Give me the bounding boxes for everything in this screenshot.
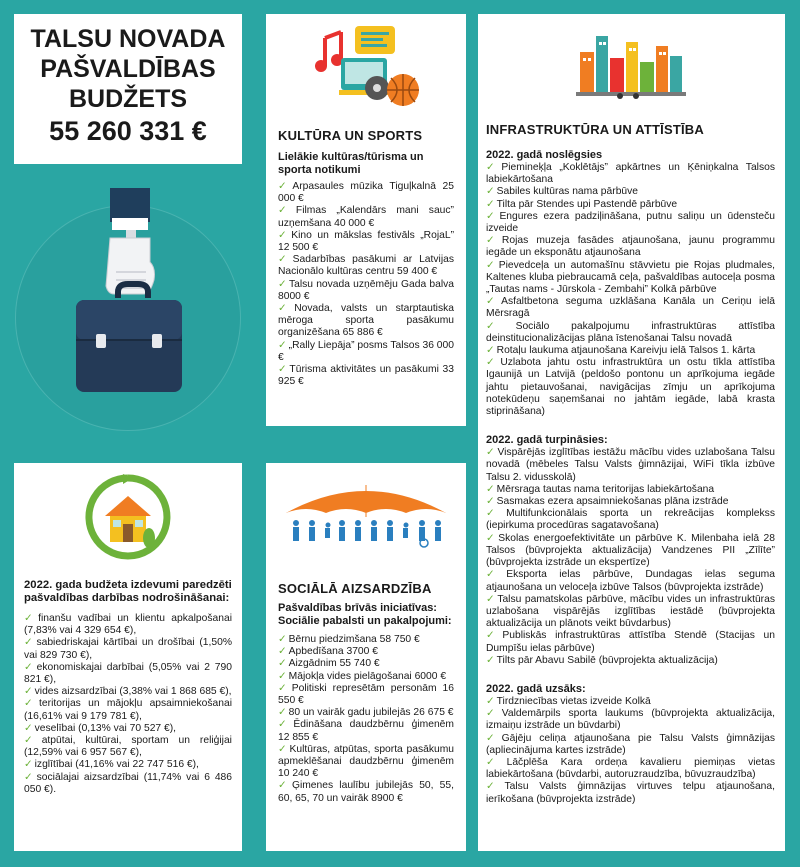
check-icon: ✓ <box>486 198 495 210</box>
expenses-list <box>24 613 232 796</box>
list-item <box>278 683 454 707</box>
list-item-text: 80 un vairāk gadu jubilejās 26 675 € <box>288 707 454 719</box>
check-icon: ✓ <box>486 296 500 308</box>
list-item-text: Valdemārpils sporta laukums (būvprojekta aktualizācija, izmaiņu izstrāde un būvdarbi) <box>486 708 775 732</box>
list-item-text: Aizgādnim 55 740 € <box>288 658 380 670</box>
check-icon: ✓ <box>278 339 287 351</box>
list-item-text: Mājokļa vides pielāgošanai 6000 € <box>288 670 447 682</box>
list-item <box>24 698 232 722</box>
list-item <box>486 235 775 259</box>
check-icon: ✓ <box>486 357 499 369</box>
check-icon: ✓ <box>278 229 290 241</box>
eco-house-icon <box>24 467 232 567</box>
check-icon: ✓ <box>486 569 505 581</box>
list-item-text: teritorijas un mājokļu apsaimniekošanai (16,61% vai 9 179 781 €), <box>24 698 232 722</box>
list-item-text: Skolas energoefektivitāte un pārbūve K. Milenbaha ielā 28 Talsos (būvprojekta aktualizācija) Vandzenes PII „Zīlīte” (būvprojekta izstrāde un ekspertīze) <box>486 532 775 569</box>
infra-continued-list <box>486 447 775 667</box>
infra-completed-title: 2022. gadā noslēgsies <box>486 149 603 161</box>
check-icon: ✓ <box>486 210 498 222</box>
list-item <box>486 496 775 508</box>
list-item <box>486 655 775 667</box>
list-item <box>278 279 454 303</box>
list-item <box>278 634 454 646</box>
list-item-text: Rojas muzeja fasādes atjaunošana, jaunu programmu iegāde un eksponātu atjaunošana <box>486 235 775 259</box>
list-item-text: Mērsraga tautas nama teritorijas labiekārtošana <box>496 483 715 495</box>
list-item <box>486 569 775 593</box>
infra-started-title: 2022. gadā uzsāks: <box>486 682 586 695</box>
list-item-text: Talsu novada uzņēmēju Gada balva 8000 € <box>278 278 454 302</box>
check-icon: ✓ <box>278 181 291 192</box>
budget-title-line1: TALSU NOVADA <box>30 25 226 53</box>
list-item <box>278 303 454 340</box>
list-item-text: „Rally Liepāja” posms Talsos 36 000 € <box>278 339 454 363</box>
check-icon: ✓ <box>486 654 495 666</box>
list-item <box>486 162 775 186</box>
check-icon: ✓ <box>278 682 290 694</box>
list-item <box>278 707 454 719</box>
list-item <box>24 686 232 698</box>
list-item <box>486 533 775 570</box>
list-item <box>278 719 454 743</box>
list-item-text: Tūrisma aktivitātes un pasākumi 33 925 € <box>278 364 454 388</box>
list-item <box>278 340 454 364</box>
check-icon: ✓ <box>24 722 33 734</box>
check-icon: ✓ <box>24 759 33 771</box>
list-item <box>486 357 775 418</box>
check-icon: ✓ <box>278 634 287 645</box>
social-panel <box>266 463 466 851</box>
list-item <box>278 671 454 683</box>
list-item-text: Multifunkcionālais sporta un rekreācijas komplekss (iepirkuma procedūras sagatavošana) <box>486 508 775 532</box>
check-icon: ✓ <box>486 630 501 642</box>
list-item <box>486 186 775 198</box>
list-item-text: Publiskās infrastruktūras attīstība Stendē (Stacijas un Dumpīšu ielas pārbūve) <box>486 630 775 654</box>
city-buildings-icon <box>486 14 775 102</box>
list-item <box>486 484 775 496</box>
list-item <box>24 637 232 661</box>
list-item-text: ekonomiskajai darbībai (5,05% vai 2 790 821 €), <box>24 661 232 686</box>
check-icon: ✓ <box>486 593 496 605</box>
list-item <box>278 230 454 254</box>
check-icon: ✓ <box>486 732 500 744</box>
check-icon: ✓ <box>278 364 288 376</box>
list-item <box>486 733 775 757</box>
list-item <box>24 735 232 759</box>
people-umbrella-icon <box>278 463 454 549</box>
check-icon: ✓ <box>24 771 35 783</box>
list-item <box>486 708 775 732</box>
list-item-text: Engures ezera padziļināšana, putnu saliņu un ūdensteču izveide <box>486 210 775 235</box>
list-item-text: izglītībai (41,16% vai 22 747 516 €), <box>34 759 199 771</box>
list-item-text: Ģimenes laulību jubilejās 50, 55, 60, 65, 70 un vairāk 8900 € <box>278 780 454 804</box>
list-item <box>278 254 454 278</box>
infra-started-list <box>486 696 775 806</box>
budget-panel <box>14 14 242 164</box>
list-item <box>486 345 775 357</box>
list-item-text: Tilts pār Abavu Sabilē (būvprojekta aktualizācija) <box>496 654 718 666</box>
culture-panel <box>266 14 466 426</box>
list-item-text: Piemineķļa „Koklētājs” apkārtnes un Ķēniņkalna Talsos labiekārtošana <box>486 162 775 186</box>
list-item <box>486 199 775 211</box>
infra-completed-list <box>486 162 775 418</box>
check-icon: ✓ <box>486 186 495 198</box>
list-item-text: finanšu vadībai un klientu apkalpošanai (7,83% vai 4 329 654 €), <box>24 613 232 637</box>
list-item-text: sociālajai aizsardzībai (11,74% vai 6 486 050 €). <box>24 771 232 795</box>
check-icon: ✓ <box>486 532 497 544</box>
list-item-text: Ēdināšana daudzbērnu ģimenēm 12 855 € <box>278 719 454 743</box>
social-subtitle: Pašvaldības brīvās iniciatīvas: Sociālie pabalsti un pakalpojumi: <box>278 602 452 627</box>
list-item-text: sabiedriskajai kārtībai un drošībai (1,50% vai 829 730 €), <box>24 637 232 661</box>
list-item <box>278 744 454 781</box>
social-list <box>278 634 454 805</box>
list-item <box>486 321 775 345</box>
list-item-text: Talsu pamatskolas pārbūve, mācību vides un infrastruktūras uzlabošana vispārējās izglītības iestādē (būvprojekta aktualizācija un plānots veikt būvdarbus) <box>486 593 775 630</box>
infra-title: INFRASTRUKTŪRA UN ATTĪSTĪBA <box>486 122 704 137</box>
culture-list <box>278 181 454 388</box>
list-item-text: Arpasaules mūzika Tiguļkalnā 25 000 € <box>278 181 454 205</box>
list-item-text: Gājēju celiņa atjaunošana pie Talsu Valsts ģimnāzijas (apliecinājuma kartes izstrāde) <box>486 732 775 756</box>
list-item-text: Vispārējās izglītības iestāžu mācību vides uzlabošana Talsu novadā (mēbeles Talsu Valsts ģimnāzijai, WiFi tīkla izbūve Talsu 2. vidusskolā) <box>486 447 775 483</box>
check-icon: ✓ <box>278 303 293 315</box>
check-icon: ✓ <box>486 483 495 495</box>
list-item-text: Tirdzniecības vietas izveide Kolkā <box>496 695 651 707</box>
list-item-text: Eksporta ielas pārbūve, Dundagas ielas seguma atjaunošana un veloceļa izbūve Talsos (būvprojekta izstrāde) <box>486 569 775 593</box>
culture-subtitle: Lielākie kultūras/tūrisma un sporta notikumi <box>278 151 424 176</box>
check-icon: ✓ <box>486 235 500 247</box>
list-item <box>486 260 775 297</box>
check-icon: ✓ <box>278 670 287 682</box>
list-item-text: Lāčplēša Kara ordeņa kavalieru piemiņas vietas labiekārtošana (būvdarbi, autoruzraudzība, būvuzraudzība) <box>486 756 775 781</box>
check-icon: ✓ <box>278 205 294 217</box>
check-icon: ✓ <box>24 686 33 698</box>
list-item <box>486 211 775 235</box>
budget-title-line3: BUDŽETS <box>68 85 188 113</box>
list-item <box>486 447 775 484</box>
list-item <box>486 594 775 631</box>
social-title: SOCIĀLĀ AIZSARDZĪBA <box>278 581 432 596</box>
check-icon: ✓ <box>486 508 505 520</box>
check-icon: ✓ <box>486 259 497 271</box>
check-icon: ✓ <box>278 254 291 266</box>
list-item-text: Uzlabota jahtu ostu infrastruktūra un ostu tīkla attīstība Igaunijā un Latvijā (peldošo pontonu un aprīkojuma iegāde jahtu pietauvošanai, navigācijas zīmju un aprīkojuma notekūdeņu saņemšanai no jahtām iegāde, labā krasta stiprināšana) <box>486 357 775 418</box>
list-item-text: atpūtai, kultūrai, sportam un reliģijai (12,59% vai 6 957 567 €), <box>24 735 232 759</box>
list-item <box>486 696 775 708</box>
check-icon: ✓ <box>278 743 288 755</box>
list-item-text: Sociālo pakalpojumu infrastruktūras attīstība deinstitucionalizācijas plāna īstenošanai Talsu novadā <box>486 320 775 344</box>
list-item <box>24 723 232 735</box>
check-icon: ✓ <box>486 345 495 357</box>
list-item <box>24 772 232 796</box>
list-item <box>486 781 775 805</box>
list-item <box>278 658 454 670</box>
list-item-text: Asfaltbetona seguma uzklāšana Kanāla un Ceriņu ielā Mērsragā <box>486 296 775 320</box>
list-item <box>278 205 454 229</box>
list-item-text: Rotaļu laukuma atjaunošana Kareivju ielā Talsos 1. kārta <box>496 345 756 357</box>
list-item-text: Apbedīšana 3700 € <box>288 646 378 658</box>
list-item-text: Pievedceļa un automašīnu stāvvietu pie Rojas pludmales, Kaltenes kluba piebraucamā ceļa, pašvaldības autoceļa posma „Tautas nams - Jūrskola - Zembahi” Kolkā pārbūve <box>486 259 775 296</box>
list-item <box>278 364 454 388</box>
list-item <box>486 508 775 532</box>
check-icon: ✓ <box>24 637 35 649</box>
check-icon: ✓ <box>278 658 287 670</box>
check-icon: ✓ <box>278 719 292 731</box>
check-icon: ✓ <box>278 646 287 658</box>
check-icon: ✓ <box>24 613 37 624</box>
check-icon: ✓ <box>486 708 500 720</box>
list-item-text: Novada, valsts un starptautiska mēroga sporta pasākumu organizēšana 65 886 € <box>278 303 454 339</box>
check-icon: ✓ <box>278 707 287 719</box>
check-icon: ✓ <box>486 320 514 332</box>
check-icon: ✓ <box>486 781 503 793</box>
check-icon: ✓ <box>486 695 495 707</box>
list-item-text: veselībai (0,13% vai 70 527 €), <box>34 722 177 734</box>
music-film-sport-icon <box>278 14 454 114</box>
hand-briefcase-icon <box>14 180 242 450</box>
list-item-text: Politiski represētām personām 16 550 € <box>278 682 454 707</box>
list-item-text: Bērnu piedzimšana 58 750 € <box>288 634 420 645</box>
check-icon: ✓ <box>486 496 495 508</box>
list-item-text: Sadarbības pasākumi ar Latvijas Nacionālo kultūras centru 59 400 € <box>278 254 454 278</box>
check-icon: ✓ <box>24 735 40 747</box>
infra-continued-title: 2022. gadā turpināsies: <box>486 434 608 447</box>
list-item-text: Sabiles kultūras nama pārbūve <box>496 186 639 198</box>
culture-title: KULTŪRA UN SPORTS <box>278 128 423 143</box>
expenses-title: 2022. gada budžeta izdevumi paredzēti pašvaldības darbības nodrošināšanai: <box>24 579 232 604</box>
list-item-text: Filmas „Kalendārs mani sauc” uzņemšana 40 000 € <box>278 205 454 229</box>
check-icon: ✓ <box>486 162 500 173</box>
check-icon: ✓ <box>486 447 496 459</box>
list-item <box>24 662 232 686</box>
infra-panel <box>478 14 785 851</box>
list-item <box>24 759 232 771</box>
check-icon: ✓ <box>24 698 38 710</box>
list-item <box>486 630 775 654</box>
list-item <box>486 296 775 320</box>
check-icon: ✓ <box>278 278 287 290</box>
list-item-text: Talsu Valsts ģimnāzijas virtuves telpu atjaunošana, ierīkošana (būvprojekta izstrāde) <box>486 781 775 805</box>
list-item <box>24 613 232 637</box>
list-item-text: vides aizsardzībai (3,38% vai 1 868 685 €), <box>34 686 232 698</box>
list-item <box>278 181 454 205</box>
check-icon: ✓ <box>278 780 290 792</box>
list-item-text: Kultūras, atpūtas, sporta pasākumu apmeklēšanai daudzbērnu ģimenēm 10 240 € <box>278 743 454 780</box>
budget-amount: 55 260 331 € <box>49 116 207 146</box>
check-icon: ✓ <box>486 756 505 768</box>
list-item <box>278 646 454 658</box>
list-item-text: Kino un mākslas festivāls „RojaL” 12 500 € <box>278 229 454 254</box>
budget-title-line2: PAŠVALDĪBAS <box>40 55 216 83</box>
list-item-text: Tilta pār Stendes upi Pastendē pārbūve <box>496 198 678 210</box>
check-icon: ✓ <box>24 661 35 673</box>
list-item-text: Sasmakas ezera apsaimniekošanas plāna izstrāde <box>496 496 729 508</box>
expenses-panel <box>14 463 242 851</box>
list-item <box>278 780 454 804</box>
list-item <box>486 757 775 781</box>
